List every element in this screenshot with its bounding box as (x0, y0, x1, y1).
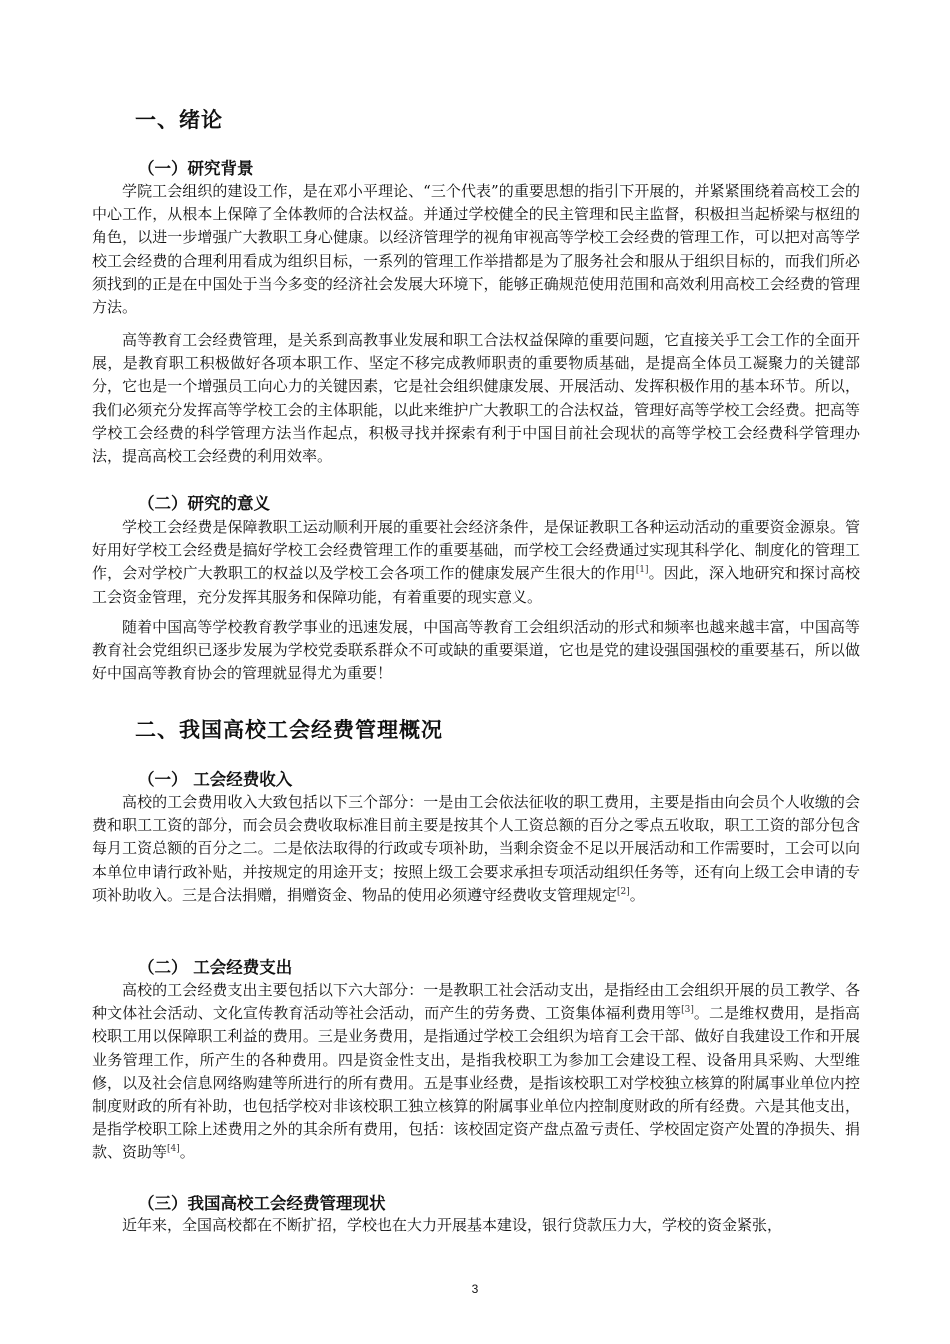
paragraph-text: 随着中国高等学校教育教学事业的迅速发展，中国高等教育工会组织活动的形式和频率也越来越丰富，中国高等教育社会党组织已逐步发展为学校党委联系群众不可或缺的重要渠道，它也是党的建设强国强校的重要基石，所以做好中国高等教育协会的管理就显得尤为重要！ (92, 618, 860, 683)
paragraph-expenditure (92, 979, 860, 1165)
subsection-heading-expenditure: （二） 工会经费支出 (138, 958, 293, 977)
subsection-heading-significance: （二）研究的意义 (138, 494, 270, 513)
section-heading-overview: 二、我国高校工会经费管理概况 (135, 718, 443, 742)
paragraph-background-1 (92, 180, 860, 319)
paragraph-text: 近年来，全国高校都在不断扩招，学校也在大力开展基本建设，银行贷款压力大，学校的资金紧张， (122, 1216, 783, 1234)
paragraph-text: 高校的工会经费支出主要包括以下六大部分：一是教职工社会活动支出，是指经由工会组织开展的员工教学、各种文体社会活动、文化宣传教育活动等社会活动，而产生的劳务费、工资集体福利费用等 (92, 981, 860, 1023)
subsection-heading-income: （一） 工会经费收入 (138, 770, 293, 789)
citation-ref: [3] (681, 1005, 694, 1016)
paragraph-background-2 (92, 329, 860, 468)
paragraph-text: 学校工会经费是保障教职工运动顺利开展的重要社会经济条件，是保证教职工各种运动活动的重要资金源泉。管好用好学校工会经费是搞好学校工会经费管理工作的重要基础，而学校工会经费通过实现其科学化、制度化的管理工作，会对学校广大教职工的权益以及学校工会各项工作的健康发展产生很大的作用 (92, 518, 860, 583)
citation-ref: [1] (635, 565, 649, 576)
paragraph-significance-2 (92, 616, 860, 686)
citation-ref: [2] (617, 886, 630, 897)
page-number: 3 (471, 1282, 479, 1296)
section-heading-introduction: 一、绪论 (135, 108, 223, 132)
paragraph-significance-1 (92, 516, 860, 609)
paragraph-income (92, 791, 860, 907)
paragraph-text: 。 (179, 1143, 195, 1162)
citation-ref: [4] (167, 1144, 180, 1155)
paragraph-text: 学院工会组织的建设工作，是在邓小平理论、“三个代表”的重要思想的指引下开展的，并紧紧围绕着高校工会的中心工作，从根本上保障了全体教师的合法权益。并通过学校健全的民主管理和民主监督，积极担当起桥梁与枢纽的角色，以进一步增强广大教职工身心健康。以经济管理学的视角审视高等学校工会经费的管理工作，可以把对高等学校工会经费的合理利用看成为组织目标，一系列的管理工作举措都是为了服务社会和服从于组织目标的，而我们所必须找到的正是在中国处于当今多变的经济社会发展大环境下，能够正确规范使用范围和高效利用高校工会经费的管理方法。 (92, 182, 860, 317)
subsection-heading-status: （三）我国高校工会经费管理现状 (138, 1194, 386, 1213)
paragraph-text: 。二是维权费用，是指高校职工用以保障职工利益的费用。三是业务费用，是指通过学校工会组织为培育工会干部、做好自我建设工作和开展业务管理工作，所产生的各种费用。四是资金性支出，是指我校职工为参加工会建设工程、设备用具采购、大型维修，以及社会信息网络购建等所进行的所有费用。五是事业经费，是指该校职工对学校独立核算的附属事业单位内控制度财政的所有补助，也包括学校对非该校职工独立核算的附属事业单位内控制度财政的所有经费。六是其他支出，是指学校职工除上述费用之外的其余所有费用，包括：该校固定资产盘点盈亏责任、学校固定资产处置的净损失、捐款、资助等 (92, 1004, 860, 1162)
paragraph-text: 。 (629, 885, 645, 904)
subsection-heading-background: （一）研究背景 (138, 159, 254, 178)
paragraph-text: 。因此，深入地研究和探讨高校工会资金管理，充分发挥其服务和保障功能，有着重要的现实意义。 (92, 564, 860, 606)
paragraph-text: 高校的工会费用收入大致包括以下三个部分：一是由工会依法征收的职工费用，主要是指由向会员个人收缴的会费和职工工资的部分，而会员会费收取标准目前主要是按其个人工资总额的百分之零点五收取，职工工资的部分包含每月工资总额的百分之二。二是依法取得的行政或专项补助，当剩余资金不足以开展活动和工作需要时，工会可以向本单位申请行政补贴，并按规定的用途开支；按照上级工会要求承担专项活动组织任务等，还有向上级工会申请的专项补助收入。三是合法捐赠，捐赠资金、物品的使用必须遵守经费收支管理规定 (92, 793, 860, 904)
paragraph-status (92, 1214, 860, 1237)
paragraph-text: 高等教育工会经费管理，是关系到高教事业发展和职工合法权益保障的重要问题，它直接关乎工会工作的全面开展，是教育职工积极做好各项本职工作、坚定不移完成教师职责的重要物质基础，是提高全体员工凝聚力的关键部分，它也是一个增强员工向心力的关键因素，它是社会组织健康发展、开展活动、发挥积极作用的基本环节。所以，我们必须充分发挥高等学校工会的主体职能，以此来维护广大教职工的合法权益，管理好高等学校工会经费。把高等学校工会经费的科学管理方法当作起点，积极寻找并探索有利于中国目前社会现状的高等学校工会经费科学管理办法，提高高校工会经费的利用效率。 (92, 331, 860, 466)
